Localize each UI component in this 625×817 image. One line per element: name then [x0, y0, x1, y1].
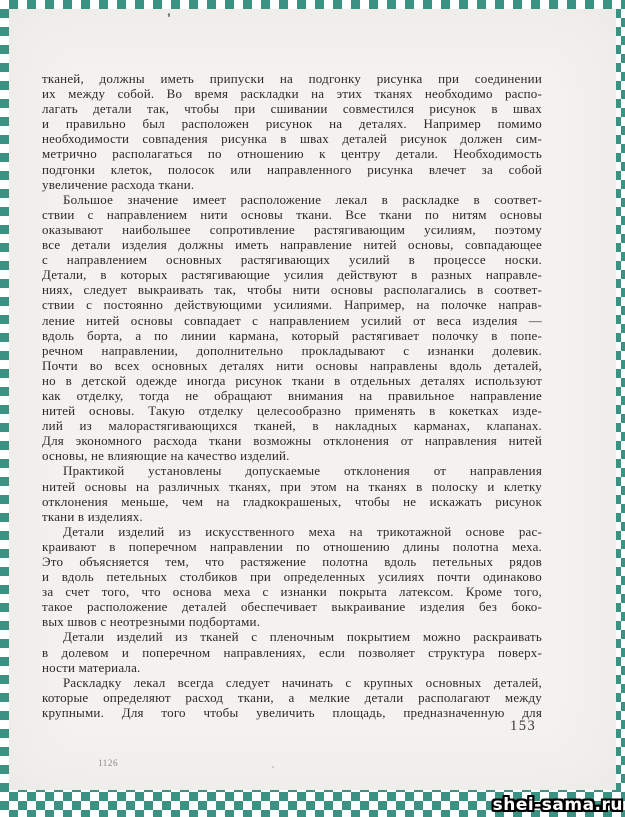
text-line: Детали, в которых растягивающие усилия действуют в разных направле- — [42, 267, 542, 283]
text-line: лий из малорастягивающихся тканей, в накладных карманах, клапанах. — [42, 418, 542, 434]
text-line: крупными. Для того чтобы увеличить площадь, предназначенную для — [42, 704, 542, 720]
text-line: подгонки клеток, полосок или направленного рисунка влечет за собой — [42, 161, 542, 177]
body-text — [42, 71, 542, 720]
text-line: отклонения меньше, чем на гладкокрашеных, чтобы не искажать рисунок — [42, 493, 542, 509]
text-line: и вдоль петельных столбиков при определенных усилиях почти одинаково — [42, 569, 542, 585]
text-line: увеличение расхода ткани. — [42, 176, 195, 192]
text-line: вдоль борта, а по линии кармана, который растягивает полочку в попе- — [42, 327, 542, 343]
text-line: но в детской одежде иногда рисунок ткани в отдельных деталях используют — [42, 372, 542, 388]
text-line: нитей основы на различных тканях, при этом на тканях в полоску и клетку — [42, 478, 542, 494]
text-line: ткани в изделиях. — [42, 508, 143, 524]
text-line: метрично располагаться по отношению к центру детали. Необходимость — [42, 146, 542, 162]
text-line: Детали изделий из искусственного меха на трикотажной основе рас- — [63, 523, 542, 539]
text-line: все детали изделия должны иметь направление нитей основы, совпадающее — [42, 237, 542, 253]
text-line: и правильно был расположен рисунок на деталях. Например помимо — [42, 116, 542, 132]
text-line: такое расположение деталей обеспечивает выкраивание изделия без боко- — [42, 599, 542, 615]
text-line: Раскладку лекал всегда следует начинать с крупных основных деталей, — [63, 674, 542, 690]
text-line: ствии с направлением нити основы ткани. Все ткани по нитям основы — [42, 206, 542, 222]
text-line: оказывают наибольшее сопротивление растягивающим усилиям, поэтому — [42, 221, 542, 237]
book-page-scan — [9, 9, 616, 790]
scan-speck — [272, 766, 274, 768]
text-line: Почти во всех основных деталях нити основы направлены вдоль деталей, — [42, 357, 542, 373]
site-watermark: shei-sama.ru — [492, 795, 623, 815]
text-line: необходимости совпадения рисунка в швах деталей рисунок должен сим- — [42, 131, 542, 147]
text-line: как отделку, тогда не обращают внимания на правильное направление — [42, 387, 542, 403]
text-line: Практикой установлены допускаемые отклонения от направления — [63, 463, 542, 479]
print-order-number: 1126 — [98, 758, 119, 768]
page-number: 153 — [510, 718, 537, 734]
text-line: нитей основы. Такую отделку целесообразно применять в кокетках изде- — [42, 403, 542, 419]
text-line: которые определяют расход ткани, а мелкие детали располагают между — [42, 689, 542, 705]
text-line: ствии с постоянно действующими усилиями. Например, на полочке направ- — [42, 297, 542, 313]
text-line: основы, не влияющие на качество изделий. — [42, 448, 290, 464]
text-line: речном направлении, дополнительно прокладывают с изнанки долевик. — [42, 342, 542, 358]
text-line: Для экономного расхода ткани возможны отклонения от направления нитей — [42, 433, 542, 449]
text-line: их между собой. Во время раскладки на этих тканях необходимо распо- — [42, 86, 542, 102]
text-line: Детали изделий из тканей с пленочным покрытием можно раскраивать — [63, 629, 542, 645]
scan-speck — [168, 13, 170, 17]
text-line: с направлением основных растягивающих усилий в процессе носки. — [42, 252, 542, 268]
text-line: в долевом и поперечном направлениях, если позволяет структура поверх- — [42, 644, 542, 660]
text-line: Это объясняется тем, что растяжение полотна вдоль петельных рядов — [42, 554, 542, 569]
text-line: краивают в поперечном направлении по отношению длины полотна меха. — [42, 538, 542, 554]
text-line: лагать детали так, чтобы при сшивании совместился рисунок в швах — [42, 101, 542, 117]
text-line: за счет того, что основа меха с изнанки покрыта латексом. Кроме того, — [42, 584, 542, 600]
text-line: Большое значение имеет расположение лекал в раскладке в соответ- — [63, 191, 542, 207]
text-line: ности материала. — [42, 659, 141, 675]
text-line: тканей, должны иметь припуски на подгонку рисунка при соединении — [42, 71, 542, 86]
text-line: ниях, следует выкраивать так, чтобы нити основы располагались в соответ- — [42, 282, 542, 298]
text-line: ление нитей основы совпадает с направлением усилий от веса изделия — — [42, 312, 542, 328]
text-line: вых швов с неотрезными подбортами. — [42, 614, 261, 630]
